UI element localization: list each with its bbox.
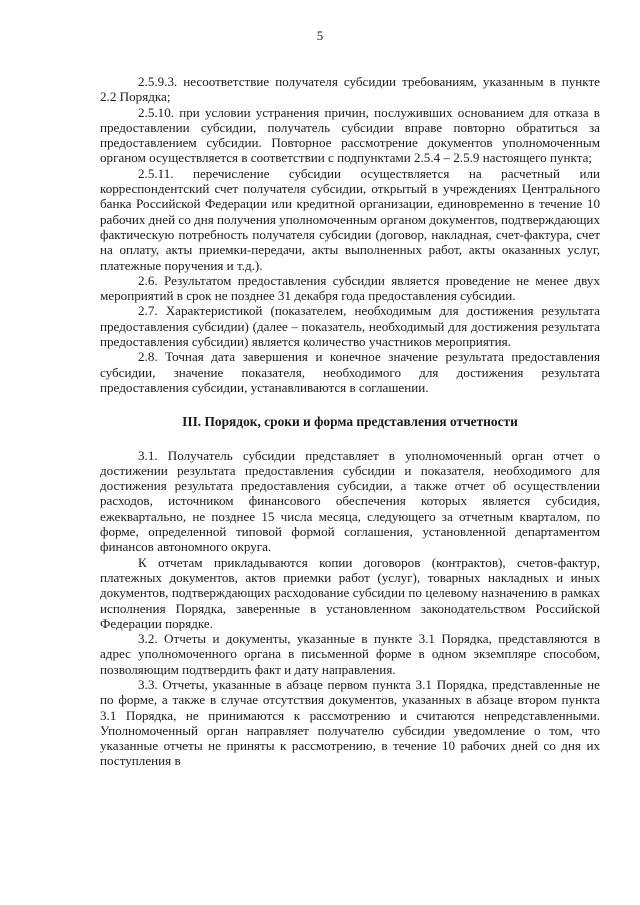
- paragraph-3-2: 3.2. Отчеты и документы, указанные в пункте 3.1 Порядка, представляются в адрес уполномоченного органа в письменной форме в одном экземпляре способом, позволяющим подтвердить факт и дату направления.: [100, 631, 600, 677]
- section-heading: III. Порядок, сроки и форма представления отчетности: [182, 414, 518, 430]
- paragraph-2-6: 2.6. Результатом предоставления субсидии является проведение не менее двух мероприятий в срок не позднее 31 декабря года предоставления субсидии.: [100, 272, 600, 304]
- paragraph-2-7: 2.7. Характеристикой (показателем, необходимым для достижения результата предоставления субсидии) (далее – показатель, необходимый для достижения результата предоставления субсидии) является количество участников мероприятия.: [100, 303, 600, 350]
- paragraph-2-5-11: 2.5.11. перечисление субсидии осуществляется на расчетный или корреспондентский счет получателя субсидии, открытый в учреждениях Центрального банка Российской Федерации или кредитной организации, единовременно в течение 10 рабочих дней со дня получения уполномоченным органом документов, подтверждающих фактическую потребность получателя субсидии (договор, накладная, счет-фактура, счет на оплату, акты приемки-передачи, акты выполненных работ, акты оказанных услуг, платежные поручения и т.д.).: [100, 165, 600, 273]
- document-body: [100, 74, 600, 769]
- paragraph-2-5-9-3: 2.5.9.3. несоответствие получателя субсидии требованиям, указанным в пункте 2.2 Порядка;: [100, 74, 600, 105]
- paragraph-3-3: 3.3. Отчеты, указанные в абзаце первом пункта 3.1 Порядка, представленные не по форме, а также в случае отсутствия документов, указанных в абзаце втором пункта 3.1 Порядка, не принимаются к рассмотрению и считаются непредставленными. Уполномоченный орган направляет получателю субсидии уведомление о том, что указанные отчеты не приняты к рассмотрению, в течение 10 рабочих дней со дня их поступления в: [100, 676, 600, 769]
- paragraph-2-5-10: 2.5.10. при условии устранения причин, послуживших основанием для отказа в предоставлении субсидии, получатель субсидии вправе повторно обратиться за предоставлением субсидии. Повторное рассмотрение документов уполномоченным органом осуществляется в соответствии с подпунктами 2.5.4 – 2.5.9 настоящего пункта;: [100, 104, 600, 166]
- paragraph-3-1: 3.1. Получатель субсидии представляет в уполномоченный орган отчет о достижении результата предоставления субсидии и показателя, необходимого для достижения результата предоставления субсидии, а также отчет об осуществлении расходов, источником финансового обеспечения которых является субсидия, ежеквартально, не позднее 15 числа месяца, следующего за отчетным кварталом, по форме, определенной типовой формой соглашения, установленной департаментом финансов автономного округа.: [100, 447, 600, 555]
- paragraph-2-8: 2.8. Точная дата завершения и конечное значение результата предоставления субсидии, значение показателя, необходимого для достижения результата предоставления субсидии, устанавливаются в соглашении.: [100, 349, 600, 395]
- paragraph-3-1-attachments: К отчетам прикладываются копии договоров (контрактов), счетов-фактур, платежных документов, актов приемки работ (услуг), товарных накладных и иных документов, подтверждающих расходование субсидии по целевому назначению в рамках исполнения Порядка, заверенные в установленном законодательством Российской Федерации порядке.: [100, 554, 600, 631]
- page-number: 5: [316, 28, 324, 43]
